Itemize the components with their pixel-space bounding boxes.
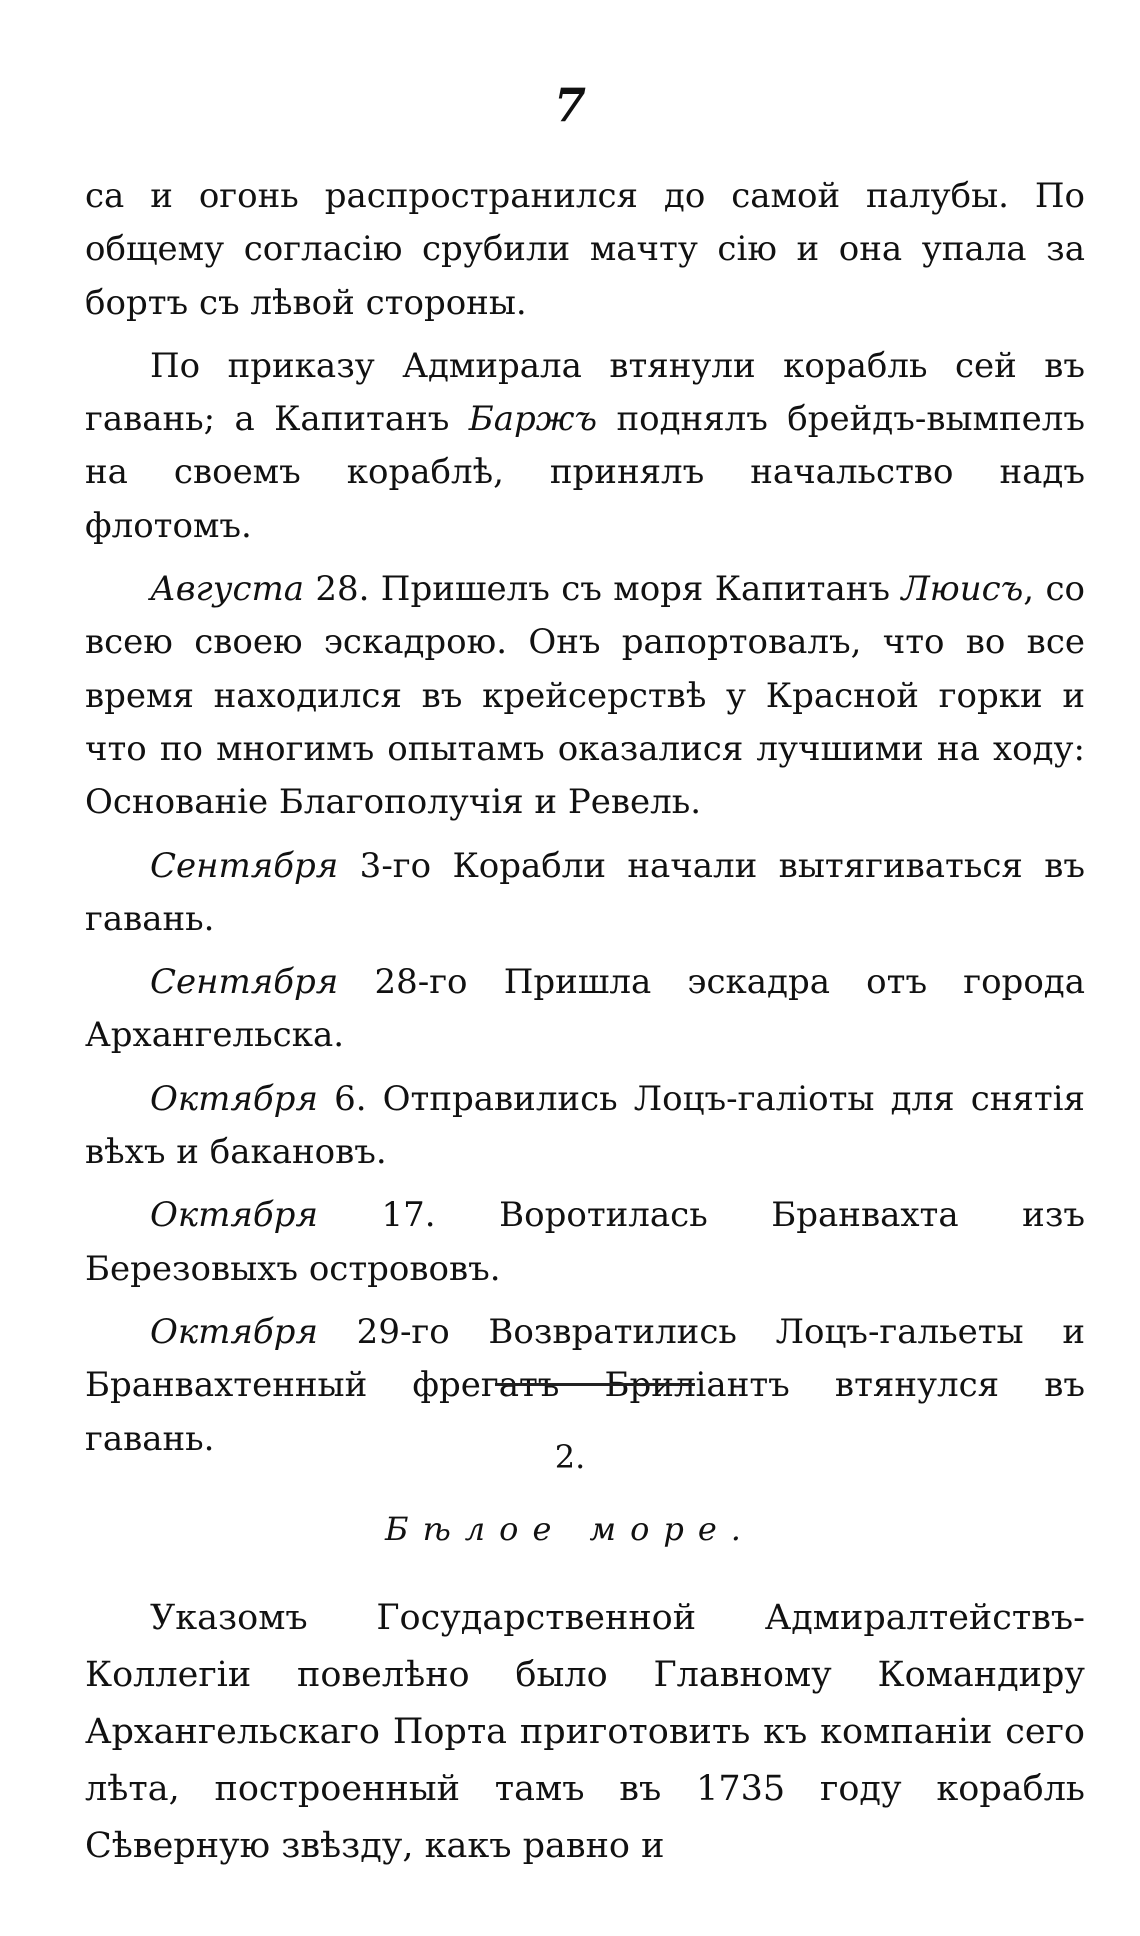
section-number: 2. (554, 1438, 586, 1476)
entry-date: Сентября (150, 962, 339, 1003)
paragraph-text: 28-го Пришла эскадра отъ города Архангельска. (85, 962, 1085, 1056)
paragraph-1 (85, 170, 1085, 330)
captain-name: Люисъ (901, 569, 1024, 610)
entry-date: Сентября (150, 845, 339, 886)
entry-date: Октября (150, 1311, 318, 1352)
paragraph-3 (85, 563, 1085, 829)
entry-date: Октября (150, 1078, 318, 1119)
paragraph-text: 29-го Возвратились Лоцъ-гальеты и Бранвахтенный фрегатъ Бриліантъ втянулся въ гавань. (85, 1311, 1085, 1459)
section-paragraph: Указомъ Государственной Адмиралтействъ-Коллегіи повелѣно было Главному Командиру Архангельскаго Порта приготовить къ компаніи сего лѣта, построенный тамъ въ 1735 году корабль Сѣверную звѣзду, какъ равно и (85, 1598, 1085, 1866)
paragraph-text: 3-го Корабли начали вытягиваться въ гавань. (85, 845, 1085, 939)
paragraph-7 (85, 1189, 1085, 1296)
section-divider (495, 1383, 695, 1386)
page-number: 7 (553, 78, 586, 132)
paragraph-5 (85, 956, 1085, 1063)
section-text (85, 1590, 1085, 1885)
paragraph-text: 28. Пришелъ съ моря Капитанъ (304, 569, 902, 610)
paragraph-text-after: , со всею своею эскадрою. Онъ рапортовалъ, что во все время находился въ крейсерствѣ у Красной горки и что по многимъ опытамъ оказалися лучшими на ходу: Основаніе Благополучія и Ревель. (85, 569, 1085, 823)
main-text (85, 170, 1085, 1476)
paragraph-4 (85, 840, 1085, 947)
paragraph-2 (85, 340, 1085, 553)
entry-date: Октября (150, 1195, 318, 1236)
captain-name: Баржъ (468, 399, 598, 440)
paragraph-6 (85, 1073, 1085, 1180)
section-title: Бѣлое море. (385, 1510, 755, 1548)
paragraph-text: По приказу Адмирала втянули корабль сей въ гавань; а Капитанъ (85, 345, 1085, 440)
paragraph-text-after: поднялъ брейдъ-вымпелъ на своемъ кораблѣ, принялъ начальство надъ флотомъ. (85, 399, 1085, 546)
paragraph-text: 6. Отправились Лоцъ-галіоты для снятія вѣхъ и бакановъ. (85, 1078, 1085, 1173)
paragraph-text: са и огонь распространился до самой палубы. По общему согласію срубили мачту сію и она упала за бортъ съ лѣвой стороны. (85, 176, 1085, 323)
paragraph-text: 17. Воротилась Бранвахта изъ Березовыхъ острововъ. (85, 1195, 1085, 1289)
entry-date: Августа (150, 569, 304, 610)
